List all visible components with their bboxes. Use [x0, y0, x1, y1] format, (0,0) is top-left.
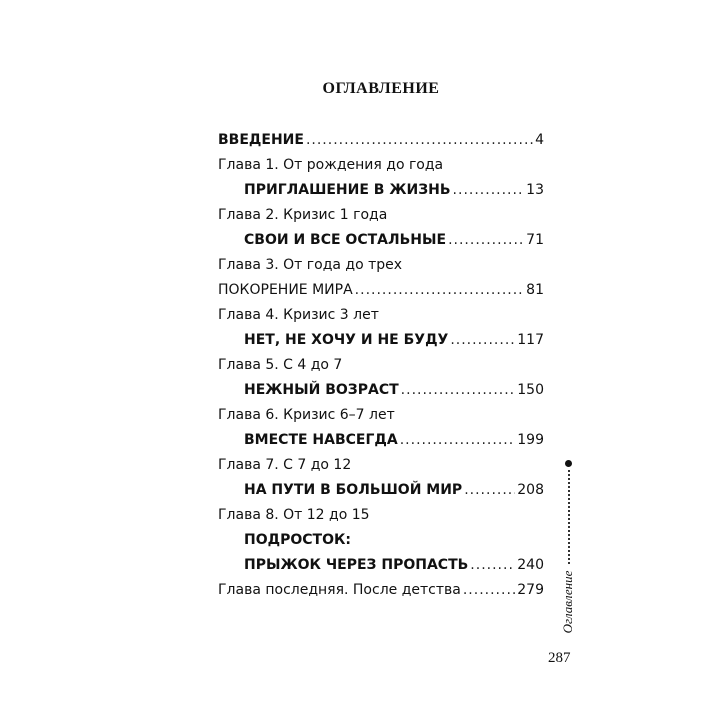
toc-entry-ch6 [218, 428, 544, 453]
toc-chapter-1 [218, 153, 544, 178]
toc-entry-page: 208 [517, 482, 544, 498]
toc-entry-page: 81 [526, 282, 544, 298]
toc-entry-label: СВОИ И ВСЕ ОСТАЛЬНЫЕ [244, 232, 447, 248]
toc-chapter-label: Глава 5. С 4 до 7 [218, 357, 343, 373]
toc-chapter-4 [218, 303, 544, 328]
toc-entry-label: ВВЕДЕНИЕ [218, 132, 304, 148]
toc-entry-page: 4 [535, 132, 544, 148]
toc-entry-label: НА ПУТИ В БОЛЬШОЙ МИР [244, 482, 463, 498]
toc-entry-last [218, 578, 544, 603]
toc-entry-label-line2: ПРЫЖОК ЧЕРЕЗ ПРОПАСТЬ [244, 557, 469, 573]
toc-entry-page: 13 [526, 182, 544, 198]
toc-chapter-3 [218, 253, 544, 278]
toc-entry-ch3 [218, 278, 544, 303]
toc-chapter-label: Глава 3. От года до трех [218, 257, 403, 273]
running-head-wrapper [552, 558, 584, 638]
leader-dots [448, 228, 524, 253]
leader-dots [400, 428, 516, 453]
page-number: 287 [548, 650, 571, 666]
leader-dots [306, 128, 533, 153]
leader-dots [401, 378, 516, 403]
toc-chapter-7 [218, 453, 544, 478]
leader-dots [463, 578, 515, 603]
toc-entry-ch8 [218, 528, 544, 578]
toc-entry-label: ВМЕСТЕ НАВСЕГДА [244, 432, 398, 448]
toc-chapter-label: Глава 4. Кризис 3 лет [218, 307, 379, 323]
toc-entry-label: НЕТ, НЕ ХОЧУ И НЕ БУДУ [244, 332, 449, 348]
toc-chapter-label: Глава 2. Кризис 1 года [218, 207, 388, 223]
leader-dots [453, 178, 525, 203]
toc-chapter-label: Глава 6. Кризис 6–7 лет [218, 407, 395, 423]
bullet-marker [565, 460, 572, 467]
toc-entry-label: ПРИГЛАШЕНИЕ В ЖИЗНЬ [244, 182, 451, 198]
table-of-contents [218, 128, 544, 603]
toc-entry-label: Глава последняя. После детства [218, 582, 461, 598]
toc-entry-label: НЕЖНЫЙ ВОЗРАСТ [244, 382, 399, 398]
toc-entry-ch5 [218, 378, 544, 403]
toc-entry-intro [218, 128, 544, 153]
leader-dots [355, 278, 525, 303]
toc-entry-page: 71 [526, 232, 544, 248]
toc-entry-page: 150 [517, 382, 544, 398]
toc-entry-page: 117 [517, 332, 544, 348]
toc-chapter-label: Глава 7. С 7 до 12 [218, 457, 352, 473]
toc-entry-line2 [244, 553, 544, 578]
vertical-dotted-line [568, 470, 570, 564]
running-head-text: Оглавление [560, 570, 575, 634]
toc-chapter-5 [218, 353, 544, 378]
toc-chapter-8 [218, 503, 544, 528]
toc-entry-ch2 [218, 228, 544, 253]
toc-entry-ch7 [218, 478, 544, 503]
toc-entry-ch4 [218, 328, 544, 353]
toc-chapter-label: Глава 1. От рождения до года [218, 157, 444, 173]
page-title: ОГЛАВЛЕНИЕ [322, 80, 440, 97]
toc-entry-page: 240 [517, 557, 544, 573]
toc-chapter-label: Глава 8. От 12 до 15 [218, 507, 370, 523]
side-running-head [552, 458, 584, 638]
leader-dots [464, 478, 515, 503]
toc-chapter-2 [218, 203, 544, 228]
toc-entry-label: ПОКОРЕНИЕ МИРА [218, 282, 353, 298]
toc-chapter-6 [218, 403, 544, 428]
toc-entry-page: 279 [517, 582, 544, 598]
toc-entry-label-line1: ПОДРОСТОК: [244, 532, 352, 548]
toc-entry-page: 199 [517, 432, 544, 448]
leader-dots [470, 553, 515, 578]
leader-dots [450, 328, 515, 353]
toc-entry-ch1 [218, 178, 544, 203]
